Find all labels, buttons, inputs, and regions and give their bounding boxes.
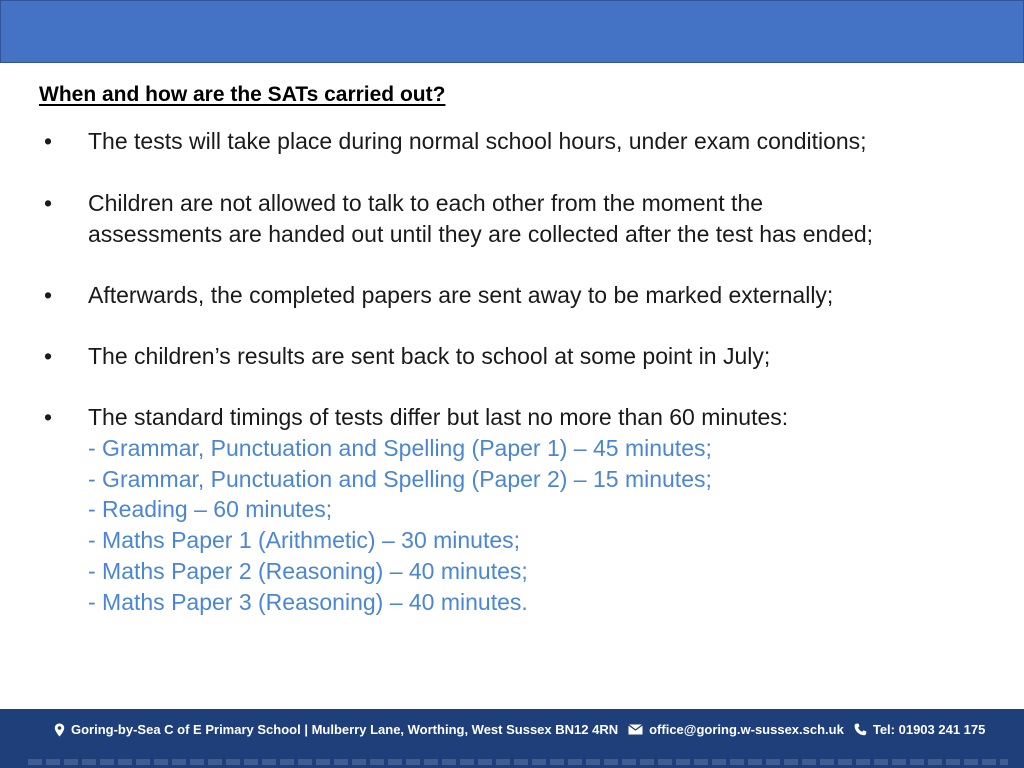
test-timing-item: - Grammar, Punctuation and Spelling (Paper 1) – 45 minutes;	[88, 434, 712, 461]
bullet-line: Afterwards, the completed papers are sent away to be marked externally;	[88, 282, 834, 308]
envelope-icon	[628, 724, 643, 735]
top-banner	[0, 0, 1024, 63]
bullet-line: The standard timings of tests differ but last no more than 60 minutes:	[88, 404, 789, 430]
bullet-line: The tests will take place during normal school hours, under exam conditions;	[88, 128, 867, 154]
phone-icon	[854, 723, 867, 736]
footer-address: Goring-by-Sea C of E Primary School | Mulberry Lane, Worthing, West Sussex BN12 4RN	[71, 722, 619, 737]
location-pin-icon	[54, 723, 65, 737]
footer-bar	[0, 709, 1024, 768]
bullet-marker: •	[44, 128, 53, 154]
bullet-line: assessments are handed out until they are collected after the test has ended;	[88, 220, 874, 247]
bullet-text	[88, 341, 1008, 372]
bullet-text	[88, 188, 1008, 250]
bullet-text	[88, 126, 1008, 157]
test-timing-item: - Maths Paper 2 (Reasoning) – 40 minutes;	[88, 557, 528, 584]
bullet-text	[88, 280, 1008, 311]
test-timing-item: - Maths Paper 1 (Arithmetic) – 30 minutes;	[88, 527, 521, 554]
bullet-marker: •	[44, 190, 53, 216]
footer-fine-print	[28, 759, 1008, 765]
footer-phone[interactable]: Tel: 01903 241 175	[872, 722, 986, 737]
bullet-marker: •	[44, 282, 53, 308]
bullet-marker: •	[44, 404, 53, 430]
bullet-text	[88, 402, 1008, 618]
bullet-line: The children’s results are sent back to school at some point in July;	[88, 343, 771, 369]
bullet-line: Children are not allowed to talk to each other from the moment the	[88, 190, 764, 216]
footer-contact	[54, 722, 985, 737]
footer-email[interactable]: office@goring.w-sussex.sch.uk	[649, 722, 844, 737]
bullet-marker: •	[44, 343, 53, 369]
test-timing-item: - Reading – 60 minutes;	[88, 496, 333, 523]
page-title: When and how are the SATs carried out?	[39, 83, 446, 106]
test-timing-item: - Grammar, Punctuation and Spelling (Paper 2) – 15 minutes;	[88, 465, 712, 492]
test-timing-item: - Maths Paper 3 (Reasoning) – 40 minutes.	[88, 588, 528, 615]
